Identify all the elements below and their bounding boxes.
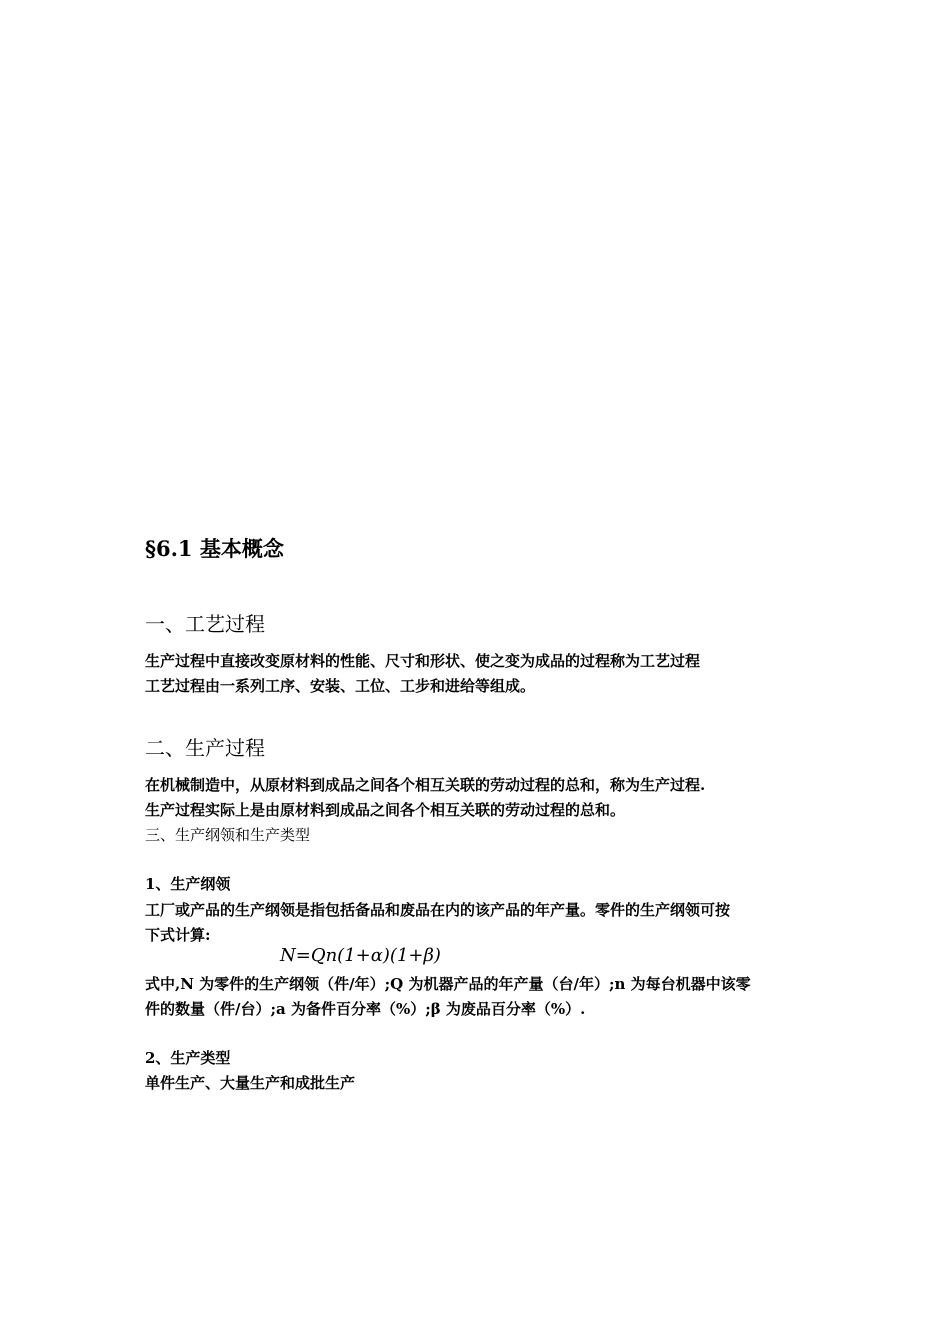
paragraph-line: 件的数量（件/台）;a 为备件百分率（%）;β 为废品百分率（%）. bbox=[145, 1000, 586, 1018]
paragraph-line: 工厂或产品的生产纲领是指包括备品和废品在内的该产品的年产量。零件的生产纲领可按 bbox=[145, 901, 731, 919]
formula: N=Qn(1+α)(1+β) bbox=[280, 945, 441, 966]
heading-production-process: 二、生产过程 bbox=[145, 736, 265, 760]
paragraph-line: 生产过程中直接改变原材料的性能、尺寸和形状、使之变为成品的过程称为工艺过程 bbox=[145, 652, 701, 670]
paragraph-line: 式中,N 为零件的生产纲领（件/年）;Q 为机器产品的年产量（台/年）;n 为每台机器中该零 bbox=[145, 975, 751, 993]
paragraph-line: 生产过程实际上是由原材料到成品之间各个相互关联的劳动过程的总和。 bbox=[145, 801, 626, 819]
heading-production-program: 三、生产纲领和生产类型 bbox=[145, 826, 311, 844]
paragraph-line: 工艺过程由一系列工序、安装、工位、工步和进给等组成。 bbox=[145, 677, 536, 695]
paragraph-line: 单件生产、大量生产和成批生产 bbox=[145, 1074, 356, 1092]
section-title: §6.1 基本概念 bbox=[145, 536, 284, 561]
subheading-production-type: 2、生产类型 bbox=[145, 1049, 231, 1067]
heading-process: 一、工艺过程 bbox=[145, 612, 265, 636]
subheading-production-program: 1、生产纲领 bbox=[145, 875, 231, 893]
paragraph-line: 在机械制造中，从原材料到成品之间各个相互关联的劳动过程的总和，称为生产过程. bbox=[145, 776, 706, 794]
paragraph-line: 下式计算: bbox=[145, 926, 211, 944]
